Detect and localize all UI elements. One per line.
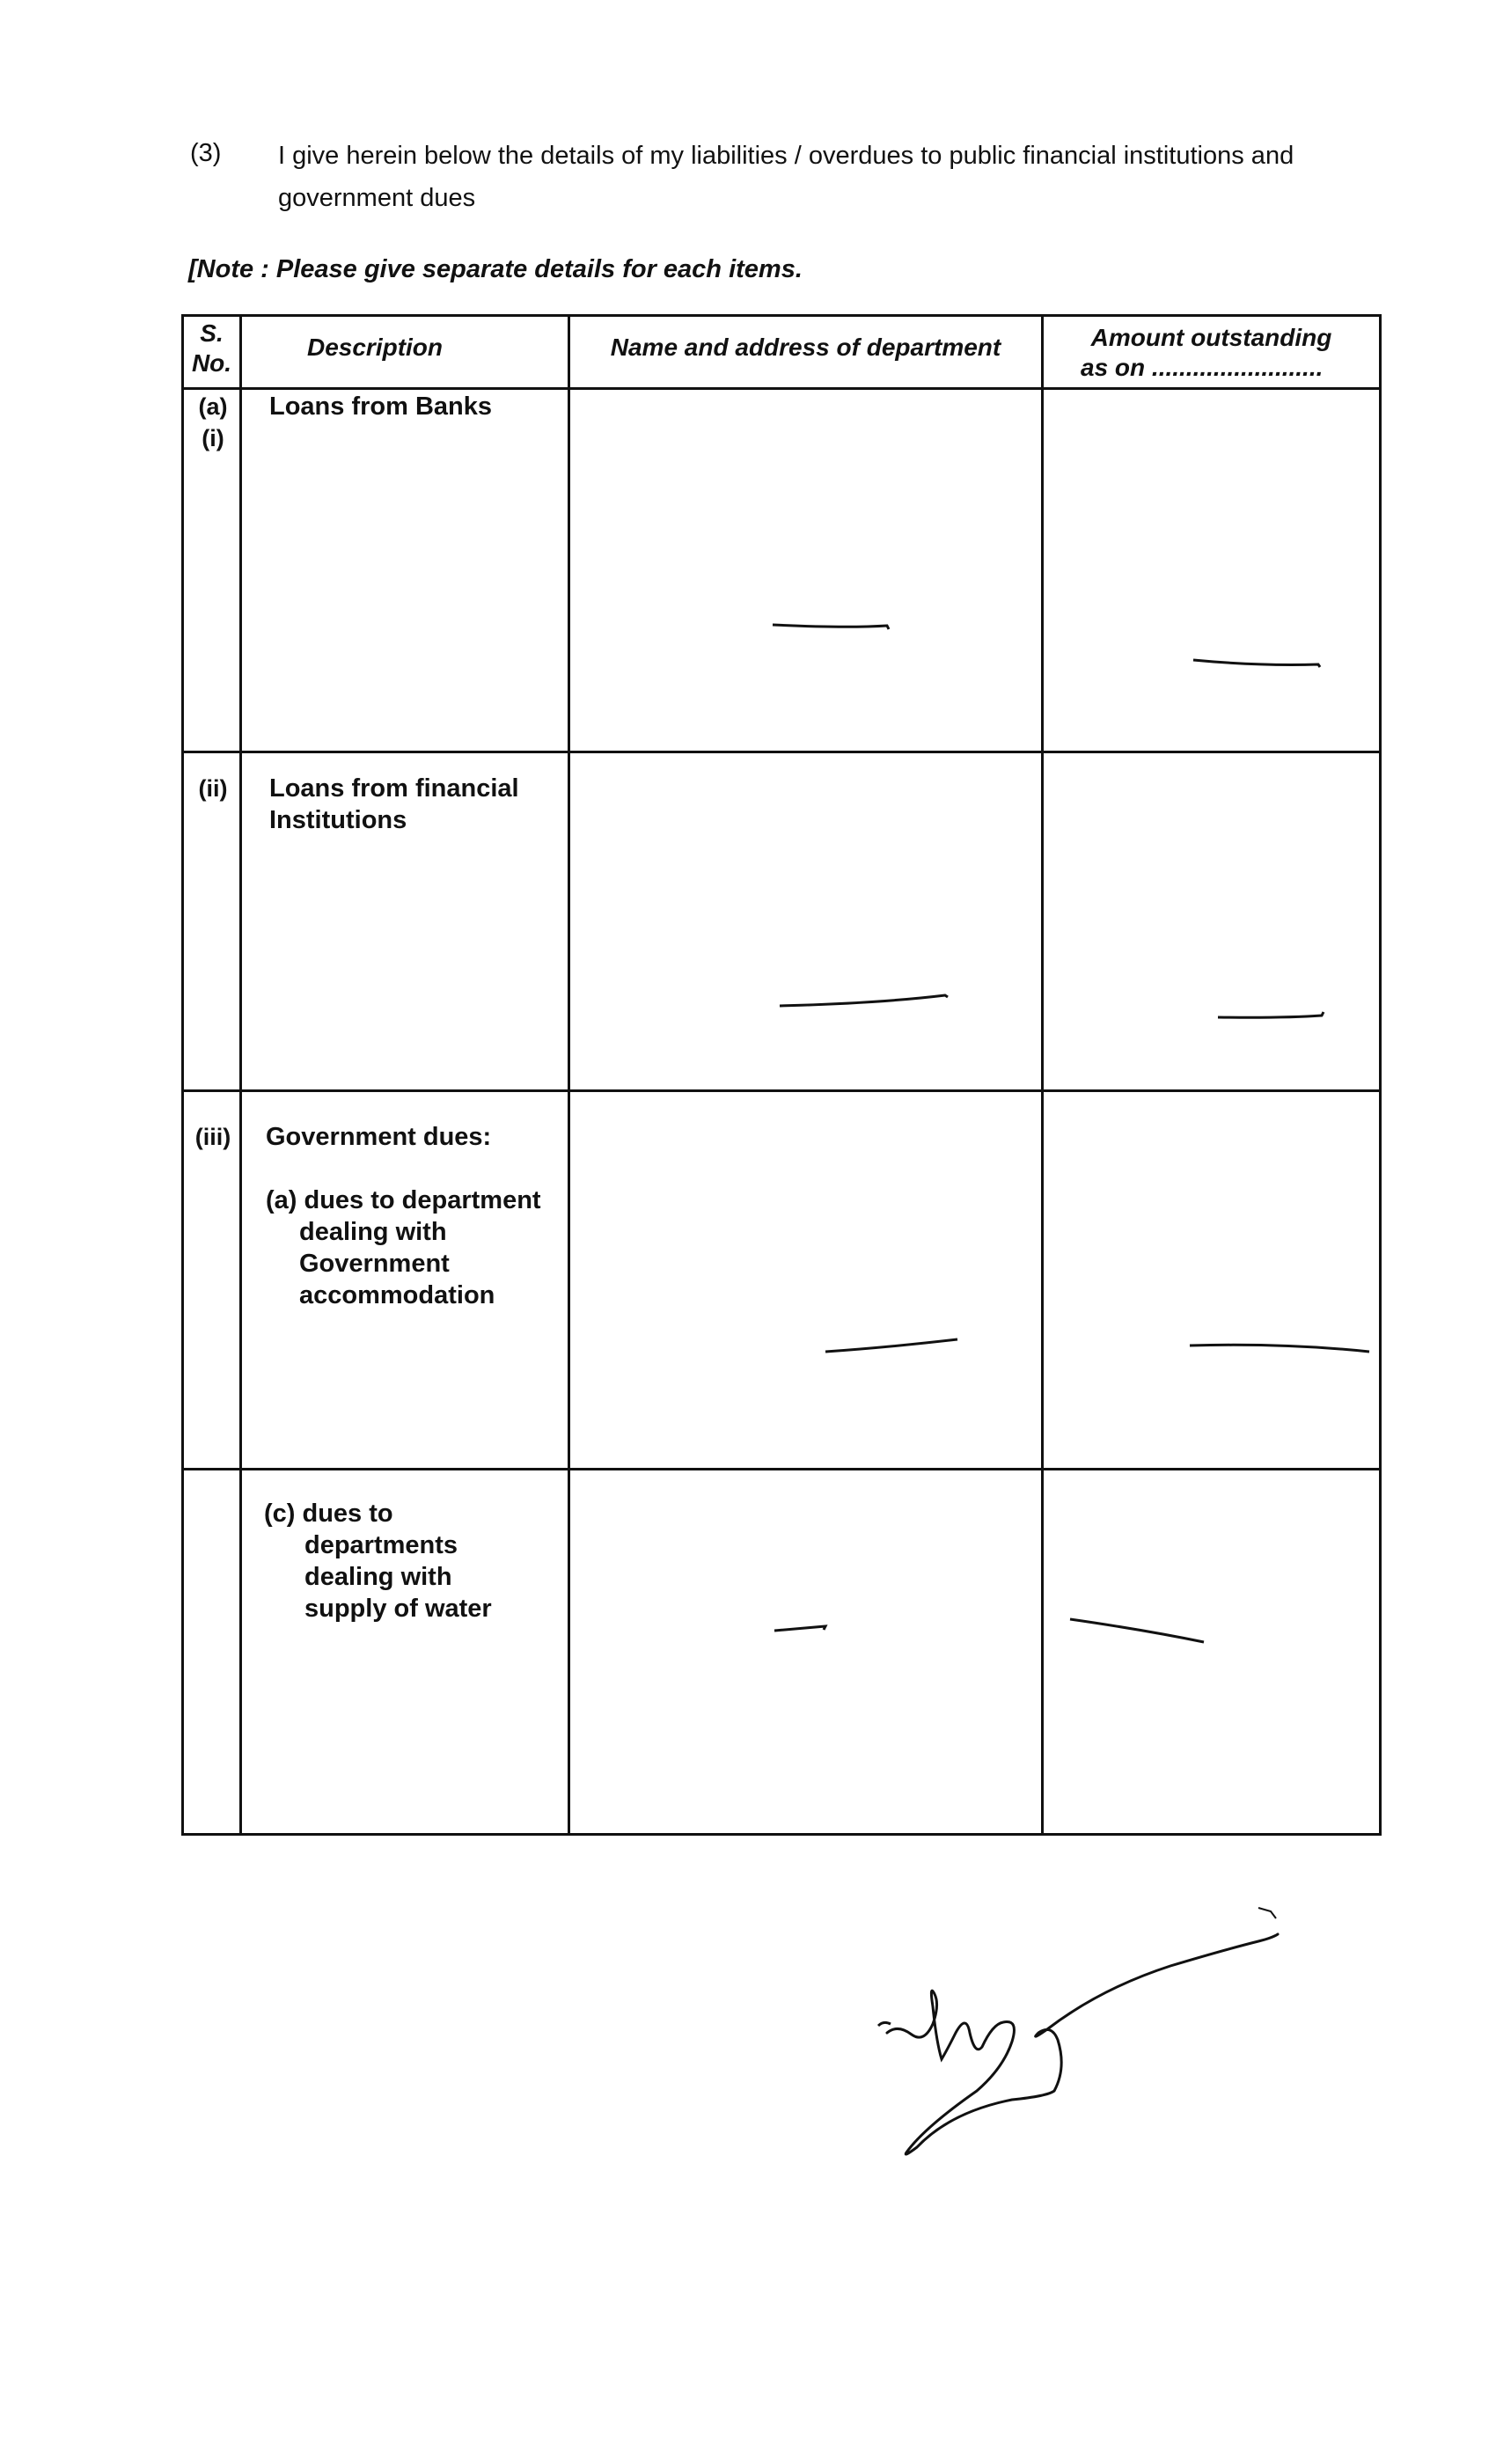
note: [Note : Please give separate details for each items. [188, 255, 803, 283]
row-2-description-line-1: Loans from financial [269, 774, 519, 803]
row-4-amount-dash [1070, 1619, 1204, 1642]
row-4-description-line-4: supply of water [304, 1595, 492, 1623]
row-4-description-line-1: (c) dues to [264, 1500, 393, 1528]
row-2-department-dash [780, 995, 948, 1006]
row-2-sno: (ii) [198, 775, 228, 802]
paragraph-text-line-1: I give herein below the details of my liabilities / overdues to public financial institutions and [278, 142, 1294, 170]
paragraph-number: (3) [190, 139, 222, 167]
row-2-description-line-2: Institutions [269, 806, 407, 834]
row-2-amount-dash [1218, 1012, 1324, 1017]
row-1-sno-line-1: (a) [198, 393, 228, 420]
row-4-description-line-2: departments [304, 1531, 458, 1559]
row-3-description-heading: Government dues: [266, 1123, 492, 1151]
row-1-department-dash [773, 625, 889, 629]
paragraph-text-line-2: government dues [278, 184, 476, 212]
row-1-amount-dash [1193, 660, 1320, 667]
header-description: Description [306, 334, 444, 361]
row-3-amount-dash [1190, 1345, 1369, 1352]
header-department: Name and address of department [610, 334, 1001, 361]
header-sno-line-2: No. [191, 349, 232, 377]
signature-image [871, 1892, 1294, 2156]
row-1-sno-line-2: (i) [202, 425, 224, 451]
row-3-description-line-1: (a) dues to department [266, 1186, 541, 1214]
header-sno-line-1: S. [200, 319, 224, 347]
header-amount-line-2: as on ......................... [1081, 354, 1324, 381]
row-3-description-line-4: accommodation [299, 1281, 495, 1309]
row-3-sno: (iii) [194, 1124, 231, 1150]
row-3-description-line-3: Government [299, 1250, 450, 1278]
row-3-description-line-2: dealing with [299, 1218, 447, 1246]
row-4-description-line-3: dealing with [304, 1563, 452, 1591]
row-3-department-dash [825, 1339, 957, 1352]
row-1-description: Loans from Banks [269, 392, 492, 421]
row-4-department-dash [774, 1626, 825, 1631]
header-amount-line-1: Amount outstanding [1090, 324, 1332, 351]
